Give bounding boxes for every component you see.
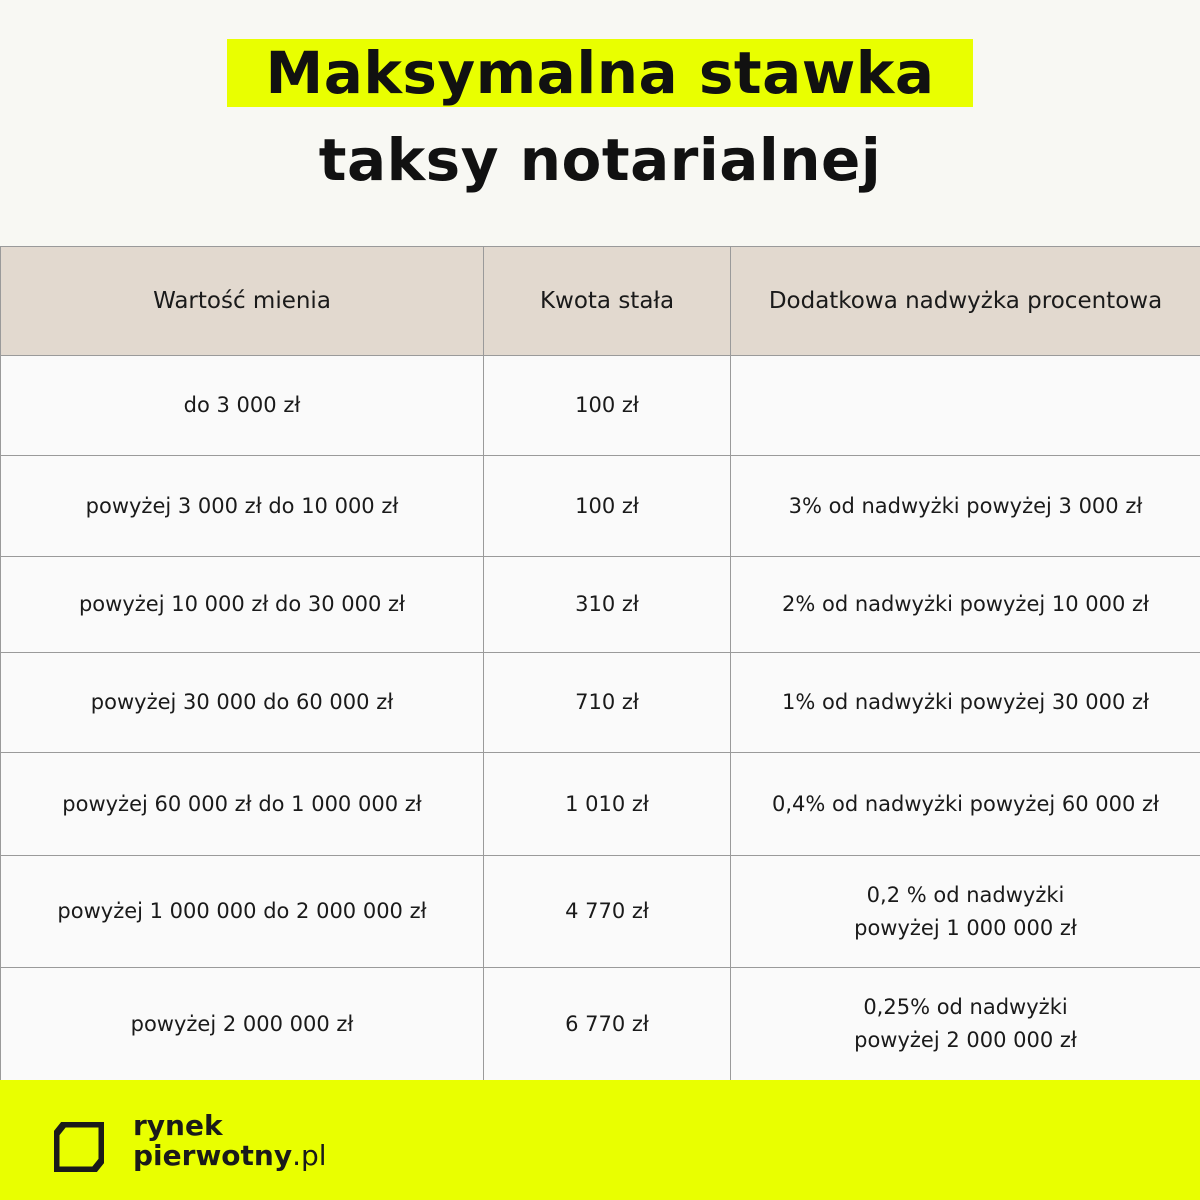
table-row bbox=[1, 753, 1200, 856]
cell-property-value: powyżej 30 000 do 60 000 zł bbox=[1, 653, 484, 753]
cell-property-value: powyżej 10 000 zł do 30 000 zł bbox=[1, 557, 484, 653]
logo-word-rynek: rynek bbox=[133, 1109, 223, 1142]
table-header bbox=[1, 247, 1200, 356]
cell-fixed-amount: 310 zł bbox=[484, 557, 731, 653]
cell-property-value: do 3 000 zł bbox=[1, 356, 484, 456]
logo-wordmark bbox=[133, 1111, 327, 1171]
page-title-highlighted: Maksymalna stawka bbox=[227, 39, 973, 107]
table-row bbox=[1, 356, 1200, 456]
logo-domain-suffix: .pl bbox=[292, 1139, 327, 1172]
cell-property-value: powyżej 2 000 000 zł bbox=[1, 968, 484, 1081]
table-row bbox=[1, 456, 1200, 557]
table-row bbox=[1, 557, 1200, 653]
cell-fixed-amount: 100 zł bbox=[484, 356, 731, 456]
cell-percentage-surcharge: 3% od nadwyżki powyżej 3 000 zł bbox=[731, 456, 1200, 557]
header-fixed-amount: Kwota stała bbox=[484, 247, 731, 356]
cell-percentage-surcharge: 1% od nadwyżki powyżej 30 000 zł bbox=[731, 653, 1200, 753]
cell-percentage-surcharge: 0,4% od nadwyżki powyżej 60 000 zł bbox=[731, 753, 1200, 856]
cell-property-value: powyżej 3 000 zł do 10 000 zł bbox=[1, 456, 484, 557]
cell-percentage-surcharge: 2% od nadwyżki powyżej 10 000 zł bbox=[731, 557, 1200, 653]
rynekpierwotny-logo-icon bbox=[54, 1122, 104, 1172]
cell-property-value: powyżej 1 000 000 do 2 000 000 zł bbox=[1, 856, 484, 968]
cell-fixed-amount: 710 zł bbox=[484, 653, 731, 753]
header-percentage-surcharge: Dodatkowa nadwyżka procentowa bbox=[731, 247, 1200, 356]
cell-fixed-amount: 4 770 zł bbox=[484, 856, 731, 968]
cell-fixed-amount: 6 770 zł bbox=[484, 968, 731, 1081]
title-block bbox=[0, 0, 1200, 246]
footer-bar bbox=[0, 1080, 1200, 1200]
cell-percentage-surcharge: 0,25% od nadwyżki powyżej 2 000 000 zł bbox=[731, 968, 1200, 1081]
header-property-value: Wartość mienia bbox=[1, 247, 484, 356]
cell-percentage-surcharge: 0,2 % od nadwyżki powyżej 1 000 000 zł bbox=[731, 856, 1200, 968]
logo-word-pierwotny: pierwotny bbox=[133, 1139, 293, 1172]
notary-fee-table bbox=[0, 246, 1200, 1081]
cell-fixed-amount: 1 010 zł bbox=[484, 753, 731, 856]
page-title-second-line: taksy notarialnej bbox=[318, 126, 882, 194]
table-row bbox=[1, 968, 1200, 1081]
table-row bbox=[1, 856, 1200, 968]
cell-property-value: powyżej 60 000 zł do 1 000 000 zł bbox=[1, 753, 484, 856]
cell-percentage-surcharge bbox=[731, 356, 1200, 456]
cell-fixed-amount: 100 zł bbox=[484, 456, 731, 557]
table-row bbox=[1, 653, 1200, 753]
